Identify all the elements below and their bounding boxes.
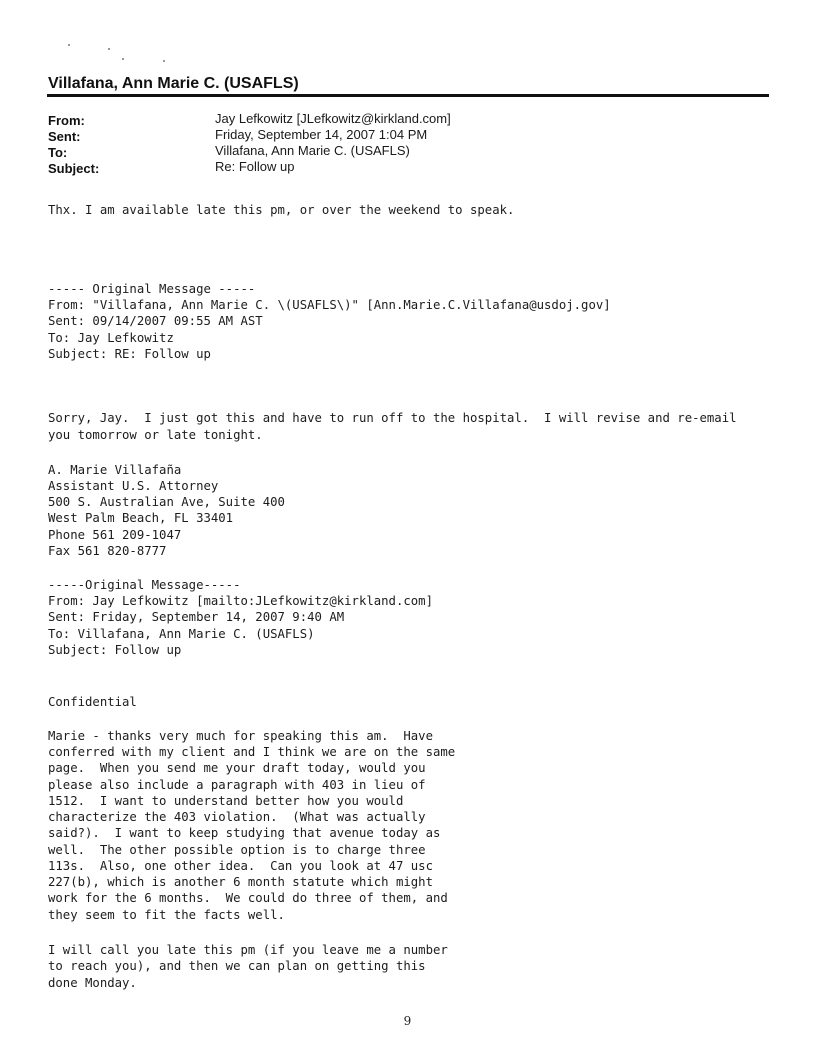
header-label-subject: Subject: [48, 161, 100, 176]
signature-line: Fax 561 820-8777 [48, 544, 167, 558]
quoted-sent: Sent: 09/14/2007 09:55 AM AST [48, 314, 263, 328]
scan-speck [163, 60, 165, 62]
header-value-subject: Re: Follow up [215, 159, 295, 174]
header-label-sent: Sent: [48, 129, 81, 144]
signature-line: Assistant U.S. Attorney [48, 479, 219, 493]
reply-line: Thx. I am available late this pm, or over the weekend to speak. [48, 203, 515, 217]
header-value-from: Jay Lefkowitz [JLefkowitz@kirkland.com] [215, 111, 451, 126]
header-label-to: To: [48, 145, 68, 160]
body-line: 227(b), which is another 6 month statute which might [48, 875, 433, 889]
signature-line: A. Marie Villafaña [48, 463, 182, 477]
body-line: page. When you send me your draft today, would you [48, 761, 426, 775]
signature-line: West Palm Beach, FL 33401 [48, 511, 234, 525]
body-line: please also include a paragraph with 403 in lieu of [48, 778, 426, 792]
header-label-from: From: [48, 113, 85, 128]
original-message-divider: -----Original Message----- [48, 578, 241, 592]
scan-speck [68, 44, 70, 46]
quoted-from: From: Jay Lefkowitz [mailto:JLefkowitz@kirkland.com] [48, 594, 433, 608]
title-rule [47, 94, 769, 97]
body-line: 113s. Also, one other idea. Can you look at 47 usc [48, 859, 433, 873]
body-line: well. The other possible option is to charge three [48, 843, 426, 857]
confidential-label: Confidential [48, 695, 137, 709]
body-line: to reach you), and then we can plan on getting this [48, 959, 426, 973]
body-line: they seem to fit the facts well. [48, 908, 285, 922]
header-value-to: Villafana, Ann Marie C. (USAFLS) [215, 143, 410, 158]
body-line: Marie - thanks very much for speaking this am. Have [48, 729, 433, 743]
quoted-subject: Subject: Follow up [48, 643, 182, 657]
body-line: 1512. I want to understand better how you would [48, 794, 404, 808]
quoted-to: To: Jay Lefkowitz [48, 331, 174, 345]
body-line: Sorry, Jay. I just got this and have to run off to the hospital. I will revise and re-email [48, 411, 737, 425]
quoted-sent: Sent: Friday, September 14, 2007 9:40 AM [48, 610, 345, 624]
original-message-divider: ----- Original Message ----- [48, 282, 256, 296]
body-line: said?). I want to keep studying that avenue today as [48, 826, 441, 840]
signature-line: 500 S. Australian Ave, Suite 400 [48, 495, 285, 509]
scan-speck [122, 58, 124, 60]
scan-speck [108, 48, 110, 50]
header-value-sent: Friday, September 14, 2007 1:04 PM [215, 127, 428, 142]
document-title: Villafana, Ann Marie C. (USAFLS) [48, 75, 299, 92]
body-line: conferred with my client and I think we are on the same [48, 745, 456, 759]
body-line: I will call you late this pm (if you leave me a number [48, 943, 448, 957]
quoted-subject: Subject: RE: Follow up [48, 347, 211, 361]
body-line: you tomorrow or late tonight. [48, 428, 263, 442]
body-line: done Monday. [48, 976, 137, 990]
quoted-from: From: "Villafana, Ann Marie C. \(USAFLS\)" [Ann.Marie.C.Villafana@usdoj.gov] [48, 298, 611, 312]
body-line: work for the 6 months. We could do three of them, and [48, 891, 448, 905]
quoted-to: To: Villafana, Ann Marie C. (USAFLS) [48, 627, 315, 641]
signature-line: Phone 561 209-1047 [48, 528, 182, 542]
page-number: 9 [403, 1014, 412, 1028]
body-line: characterize the 403 violation. (What was actually [48, 810, 426, 824]
